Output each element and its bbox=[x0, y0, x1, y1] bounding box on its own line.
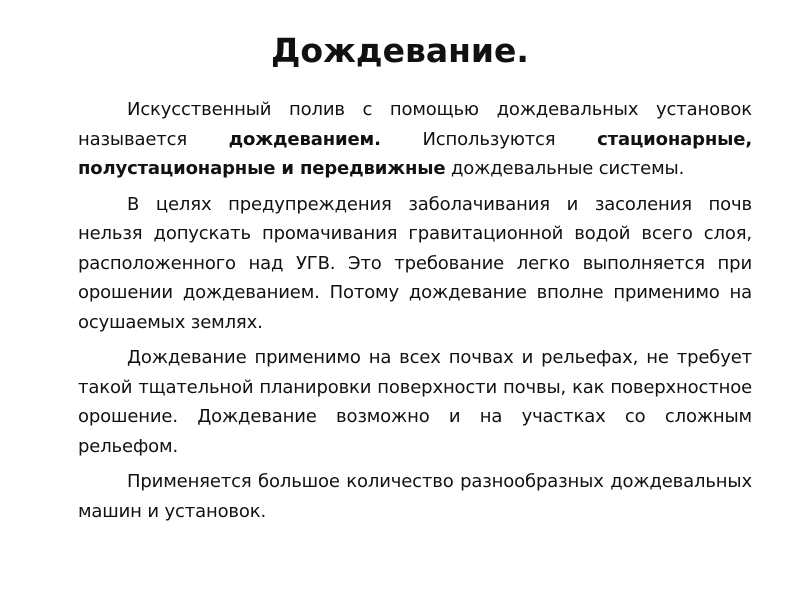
paragraph-1 bbox=[78, 95, 752, 184]
slide-body bbox=[78, 95, 752, 532]
term-system-types: стационарные, полустационарные и передвижные bbox=[78, 128, 753, 179]
term-dozhdevanie: дождеванием. bbox=[228, 128, 381, 150]
paragraph-4 bbox=[78, 467, 752, 526]
paragraph-3 bbox=[78, 343, 752, 461]
slide-title: Дождевание. bbox=[271, 31, 529, 70]
paragraph-2-text: В целях предупреждения заболачивания и засоления почв нельзя допускать промачивания гравитационной водой всего слоя, расположенного над УГВ. Это требование легко выполняется при орошении дождеванием. Потому дождевание вполне применимо на осушаемых землях. bbox=[78, 193, 752, 333]
paragraph-1-text-2: Используются bbox=[380, 128, 598, 150]
paragraph-2 bbox=[78, 190, 752, 338]
paragraph-1-text-3: дождевальные системы. bbox=[445, 158, 685, 179]
paragraph-4-text: Применяется большое количество разнообразных дождевальных машин и установок. bbox=[78, 471, 752, 522]
paragraph-3-text: Дождевание применимо на всех почвах и рельефах, не требует такой тщательной планировки поверхности почвы, как поверхностное орошение. Дождевание возможно и на участках со сложным рельефом. bbox=[78, 347, 752, 457]
paragraph-1-text-1: Искусственный полив с помощью дождевальных установок называется bbox=[78, 99, 752, 150]
